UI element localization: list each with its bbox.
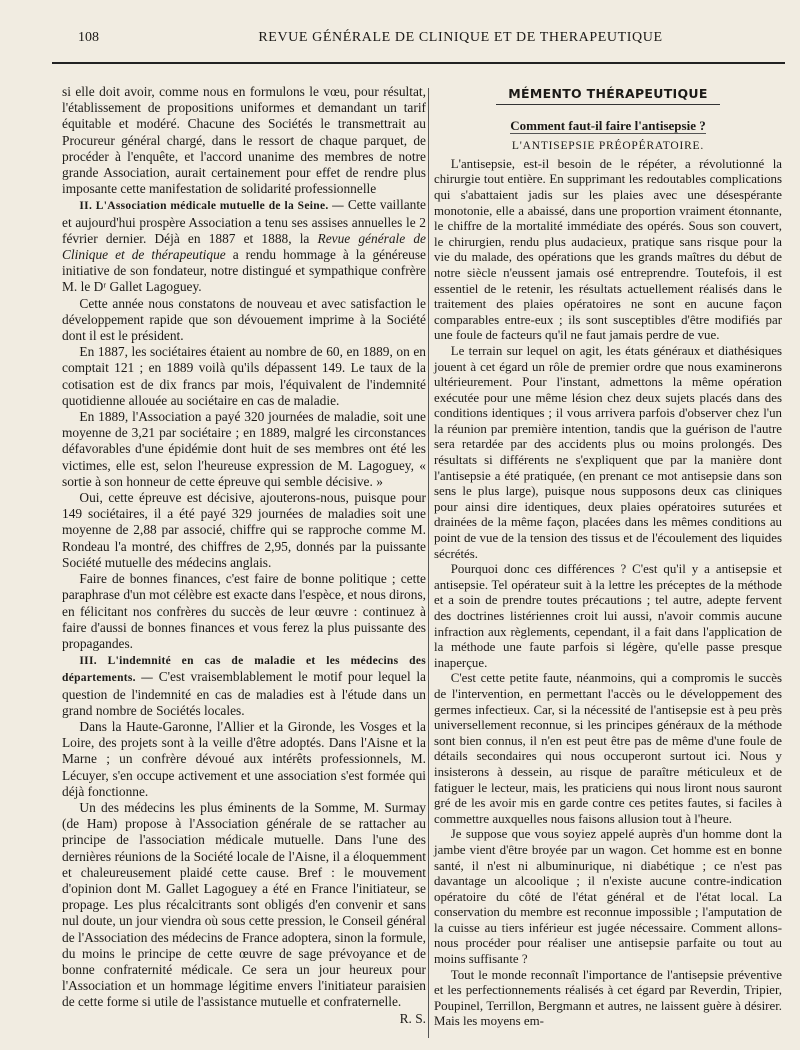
right-paragraph-4: C'est cette petite faute, néanmoins, qui a compromis le succès de l'intervention, en permettant l'accès ou le développement des germes infectieux. Car, si la nécessité de l'antisepsie est à peu près universellement reconnue, si les principes généraux de la méthode sont bien connus, il n'en est peut être pas de même d'une foule de détails secondaires qui nous occuperont surtout ici. Nous y insisterons à dessein, au risque de paraître méticuleux et de fatiguer le lecteur, mais, les praticiens qui nous liront nous sauront gré de les avoir mis en garde contre ces petites fautes, si faciles à commettre auxquelles nous faisons allusion tout à l'heure. [434, 671, 782, 826]
journal-name: Revue générale de Clinique et de thérapeutique [62, 230, 426, 263]
article-caption: L'ANTISEPSIE PRÉOPÉRATOIRE. [511, 140, 705, 153]
left-paragraph-7: Faire de bonnes finances, c'est faire de bonne politique ; cette paraphrase d'un mot célèbre est exacte dans l'espèce, et nous dirons, en félicitant nos confrères du succès de leur œuvre : continuez à faire d'aussi de bonnes finances et vous ferez la plus puissante des propagandes. [62, 571, 426, 651]
header-rule [52, 62, 785, 64]
left-paragraph-5: En 1889, l'Association a payé 320 journées de maladie, soit une moyenne de 3,21 par sociétaire ; en 1889, malgré les circonstances défavorables d'une épidémie dont huit de ses membres ont été les victimes, elle est, selon l'heureuse expression de M. Lagoguey, « sortie à son honneur de cette épreuve qui semble décisive. » [62, 409, 426, 489]
page-number: 108 [78, 30, 99, 45]
right-paragraph-5: Je suppose que vous soyiez appelé auprès d'un homme dont la jambe vient d'être broyée par un wagon. Cet homme est en bonne santé, il n'est ni albuminurique, ni diabétique ; ce n'est pas davantage un alcoolique ; il n'existe aucune contre-indication opératoire du côté de l'état général et de l'état local. La conservation du membre est reconnue impossible ; l'amputation de la cuisse au tiers inférieur est jugée nécessaire. Comment allons-nous procéder pour réaliser une antisepsie parfaite ou tout au moins suffisante ? [434, 827, 782, 967]
left-paragraph-2-text-b: a rendu hommage à la généreuse initiative de son fondateur, notre distingué et sympathique confrère M. le Dʳ Gallet Lagoguey. [62, 247, 426, 295]
right-paragraph-1: L'antisepsie, est-il besoin de le répéter, a révolutionné la chirurgie tout entière. En supprimant les redoutables complications qui s'abattaient jadis sur les plaies avec une désespérante monotonie, elle a abaissé, dans une proportion vraiment étonnante, le chiffre de la mortalité immédiate des opérés. Sous son couvert, le chirurgien, rendu plus audacieux, pratique sans risque pour la vie du malade, des opérations que les grands maîtres du début de notre siècle n'eussent jamais osé entreprendre. Toutefois, il est essentiel de le retenir, les résultats actuellement réalisés dans le traitement des plaies opératoires ne sont en aucune façon comparables entre-eux ; ils sont susceptibles d'être modifiés par une foule de facteurs qu'il ne faut jamais perdre de vue. [434, 156, 782, 343]
article-title [434, 118, 782, 134]
left-paragraph-2-text-a: Cette vaillante et aujourd'hui prospère Association a tenu ses assises annuelles le 2 février dernier. Déjà en 1887 et 1888, la [62, 197, 426, 246]
left-paragraph-2 [62, 197, 426, 295]
page-header [78, 30, 783, 50]
right-paragraph-6: Tout le monde reconnaît l'importance de l'antisepsie préventive et les perfectionnements réalisés à cet égard par Reverdin, Tripier, Poupinel, Terrillon, Bergmann et autres, ne laissent guère à désirer. Mais les moyens em- [434, 967, 782, 1029]
left-paragraph-10: Un des médecins les plus éminents de la Somme, M. Surmay (de Ham) propose à l'Association générale de se rattacher au principe de l'association médicale mutuelle. Dans l'une des dernières réunions de la Société locale de l'Aisne, il a éloquemment et chaleureusement plaidé cette cause. Bref : le mouvement d'opinion dont M. Gallet Lagoguey a été en France l'initiateur, se propage. Les plus récalcitrants sont obligés d'en convenir et sans nul doute, un jour viendra où sous cette pression, le Conseil général de l'Association des médecins de France adoptera, sinon la formule, du moins le principe de cette œuvre de sage prévoyance et de bonne confraternité médicale. Ce sera un jour heureux pour l'Association et un hommage légitime envers l'initiateur paraisien de cette forme si utile de l'assistance mutuelle et confraternelle. [62, 799, 426, 1010]
signature: R. S. [399, 1010, 426, 1026]
right-paragraph-2: Le terrain sur lequel on agit, les états généraux et diathésiques jouent à cet égard un rôle de premier ordre que nous examinerons ultérieurement. Pour l'instant, admettons la même opération exécutée pour une même lésion chez deux sujets placés dans des conditions identiques ; il vous arrivera parfois d'observer chez l'un la réunion par première intention, tandis que la guérison de l'autre sera retardée par des accidents plus ou moins prolongés. Des résultats si différents ne s'expliquent que par la manière dont l'antisepsie a été pratiquée, (en prenant ce mot antisepsie dans son sens le plus large), puisque nous supposons deux cas cliniques pour ainsi dire identiques, deux plaies opératoires suturées et drainées de la même façon, placées dans les mêmes conditions au point de vue de la tension des tissus et de l'écoulement des liquides sécrétés. [434, 343, 782, 561]
left-paragraph-8 [62, 652, 426, 719]
article-title-text: Comment faut-il faire l'antisepsie ? [510, 117, 706, 133]
left-paragraph-6: Oui, cette épreuve est décisive, ajouterons-nous, puisque pour 149 sociétaires, il a été payé 329 journées de maladies soit une moyenne de 2,88 par associé, chiffre qui se rapproche comme M. Rondeau l'a montré, des chiffres de 2,95, donnés par la puissante Société mutuelle des médecins anglais. [62, 490, 426, 570]
left-paragraph-4: En 1887, les sociétaires étaient au nombre de 60, en 1889, on en comptait 121 ; en 1889 voilà qu'ils dépassent 149. Le taux de la cotisation est de dix francs par mois, l'équivalent de l'indemnité quotidienne allouée au sociétaire en cas de maladie. [62, 344, 426, 408]
section-heading-2: II. L'Association médicale mutuelle de la Seine. — [79, 200, 344, 213]
left-paragraph-1: si elle doit avoir, comme nous en formulons le vœu, pour résultat, l'établissement de propositions uniformes et demandant un tarif équitable et modéré. Chacune des Sociétés le transmettrait au Procureur général chargé, dans le ressort de chaque parquet, de procéder à l'enquête, et l'accord unanime des membres de notre grande Association, aurait certainement pour effet de rendre plus imposante cette manifestation de solidarité professionnelle [62, 84, 426, 197]
right-paragraph-3: Pourquoi donc ces différences ? C'est qu'il y a antisepsie et antisepsie. Tel opérateur suit à la lettre les préceptes de la méthode et a soin de prendre toutes précautions ; tel autre, adepte fervent des doctrines listériennes croit lui aussi, n'avoir commis aucune infraction aux règlements, cependant, il a fait dans l'application de la méthode une faute parfois si légère, qu'elle passe presque inaperçue. [434, 562, 782, 670]
left-paragraph-9: Dans la Haute-Garonne, l'Allier et la Gironde, les Vosges et la Loire, des projets sont à la veille d'être adoptés. Dans l'Aisne et la Marne ; un confrère dévoué aux intérêts professionnels, M. Lécuyer, s'en occupe activement et une association s'est formée qui déjà fonctionne. [62, 718, 426, 799]
section-title: MÉMENTO THÉRAPEUTIQUE [496, 86, 719, 105]
left-column [62, 84, 426, 1027]
left-paragraph-8-text: C'est vraisemblablement le motif pour lequel la question de l'indemnité en cas de maladies est à l'étude dans un grand nombre de Sociétés locales. [62, 669, 426, 718]
running-title: REVUE GÉNÉRALE DE CLINIQUE ET DE THERAPEUTIQUE [258, 30, 663, 45]
column-divider [428, 88, 429, 1038]
left-paragraph-3: Cette année nous constatons de nouveau et avec satisfaction le développement rapide que son dévouement imprime à la Société dont il est le président. [62, 295, 426, 344]
section-heading-3: III. L'indemnité en cas de maladie et les médecins des départements. — [62, 655, 426, 685]
memento-header [434, 86, 782, 105]
right-column [434, 84, 782, 1030]
